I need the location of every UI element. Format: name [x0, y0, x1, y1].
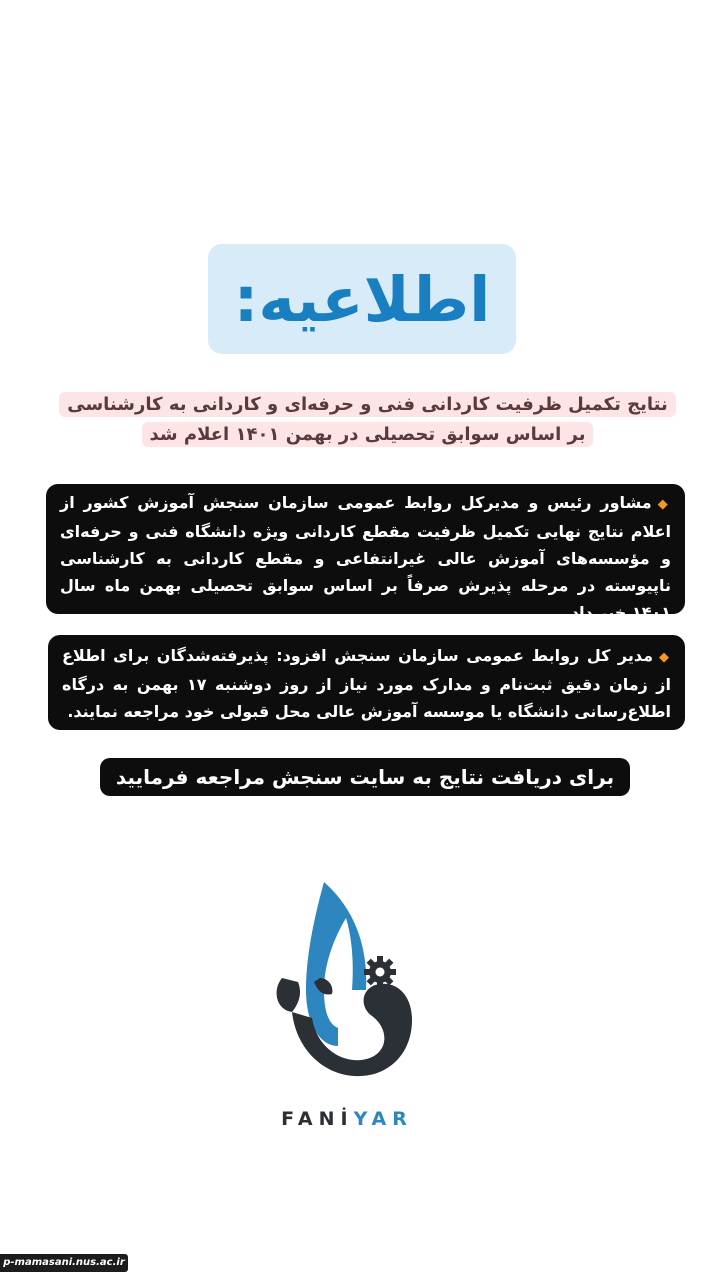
brand-part-2: YAR: [353, 1108, 413, 1130]
title-box: [208, 244, 516, 354]
faniyar-logo-icon: [262, 878, 432, 1098]
diamond-bullet-icon: ◆: [659, 650, 672, 665]
brand-part-1: FANİ: [281, 1108, 354, 1130]
news-paragraph-1: [46, 484, 685, 622]
cta-banner: برای دریافت نتایج به سایت سنجش مراجعه فرمایید: [100, 758, 630, 796]
paragraph-1-text: مشاور رئیس و مدیرکل روابط عمومی سازمان سنجش آموزش کشور از اعلام نتایج نهایی تکمیل ظرفیت مقطع کاردانی ویژه دانشگاه فنی و حرفه‌ای و مؤسسه‌های آموزش عالی غیرانتفاعی و مقطع کاردانی به کارشناسی ناپیوسته در مرحله پذیرش صرفاً بر اساس سوابق تحصیلی بهمن ماه سال ۱۴۰۱ خبر داد.: [60, 493, 671, 622]
headline: [55, 390, 680, 450]
brand-wordmark: [262, 1108, 432, 1130]
news-paragraph-2: [48, 635, 685, 730]
footer-url: p-mamasani.nus.ac.ir: [0, 1254, 128, 1272]
page-title: اطلاعیه:: [233, 262, 491, 336]
headline-text: نتایج تکمیل ظرفیت کاردانی فنی و حرفه‌ای و کاردانی به کارشناسی بر اساس سوابق تحصیلی در بهمن ۱۴۰۱ اعلام شد: [59, 392, 676, 447]
diamond-bullet-icon: ◆: [657, 497, 672, 512]
paragraph-2-text: مدیر کل روابط عمومی سازمان سنجش افزود: پذیرفته‌شدگان برای اطلاع از زمان دقیق ثبت‌نام و مدارک مورد نیاز از روز دوشنبه ۱۷ بهمن به درگاه اطلاع‌رسانی دانشگاه یا موسسه آموزش عالی محل قبولی خود مراجعه نمایند.: [62, 646, 672, 721]
